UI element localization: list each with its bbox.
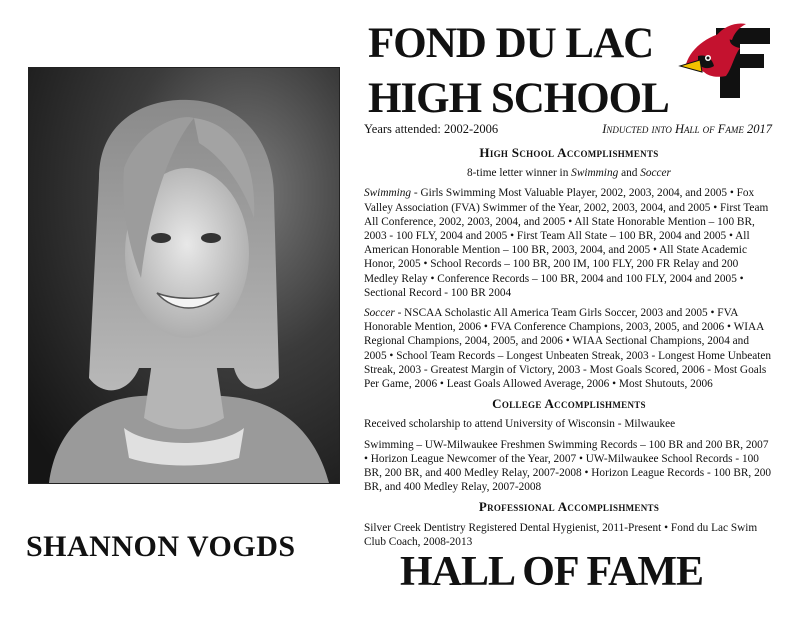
school-title-line1: FOND DU LAC [368,20,654,67]
college-heading: College Accomplishments [492,396,646,412]
swimming-paragraph [364,186,774,300]
professional-heading: Professional Accomplishments [478,499,660,515]
letter-sport-swimming: Swimming [571,167,619,180]
inductee-name: SHANNON VOGDS [26,530,296,563]
soccer-label: Soccer [364,307,395,320]
soccer-text: - NSCAA Scholastic All America Team Girls Soccer, 2003 and 2005 • FVA Honorable Mention, 2006 • FVA Conference Champions, 2003, 2005, and 2006 • WIAA Regional Champions, 2004, 2005, and 2006 • WIAA Sectional Champions, 2004 and 2005 • School Team Records – Longest Unbeaten Streak, 2003 - Longest Home Unbeaten Streak, 2003 - Greatest Margin of Victory, 2003 - Most Goals Scored, 2006 - Most Goals Per Game, 2006 • Least Goals Allowed Average, 2006 • Most Shutouts, 2006 [364,307,772,391]
inducted-year: Inducted into Hall of Fame 2017 [602,122,772,136]
portrait-illustration [29,68,339,483]
swimming-text: - Girls Swimming Most Valuable Player, 2002, 2003, 2004, and 2005 • Fox Valley Association (FVA) Swimmer of the Year, 2002, 2003, 2004, and 2005 • First Team All Conference, 2002, 2003, 2004, and 2005 • All State Honorable Mention – 100 BR, 2003 - 100 FLY, 2004 and 2005 • First Team All State – 100 BR, 2004 and 2005 • All American Honorable Mention – 100 BR, 2003, 2004, and 2005 • All State Academic Honor, 2005 • School Records – 100 BR, 200 IM, 100 FLY, 200 FR Relay and 200 Medley Relay • Conference Records – 100 BR, 2004 and 100 FLY, 2004 and 2005 • Sectional Record - 100 BR 2004 [364,187,769,299]
soccer-paragraph [364,306,774,391]
college-swimming: Swimming – UW-Milwaukee Freshmen Swimming Records – 100 BR and 200 BR, 2007 • Horizon League Newcomer of the Year, 2007 • UW-Milwaukee School Records - 100 BR, 200 BR, and 400 Medley Relay, 2007-2008 • Horizon League Records - 100 BR, 200 BR, and 400 Medley Relay, 2007-2008 [364,438,772,494]
years-attended: Years attended: 2002-2006 [364,122,499,136]
letter-winner-line [364,166,774,180]
accomplishments [364,140,774,555]
college-scholarship: Received scholarship to attend University of Wisconsin - Milwaukee [364,418,676,431]
letter-prefix: 8-time letter winner in [467,167,572,180]
school-title-line2: HIGH SCHOOL [368,75,669,122]
letter-and: and [618,167,641,180]
portrait-photo [28,67,340,484]
cardinal-f-logo-icon [676,20,772,100]
high-school-heading: High School Accomplishments [479,145,659,160]
letter-sport-soccer: Soccer [640,167,671,180]
hall-of-fame-title: HALL OF FAME [400,549,703,595]
swimming-label: Swimming [364,187,412,200]
professional-text: Silver Creek Dentistry Registered Dental Hygienist, 2011-Present • Fond du Lac Swim Club Coach, 2008-2013 [364,521,758,548]
